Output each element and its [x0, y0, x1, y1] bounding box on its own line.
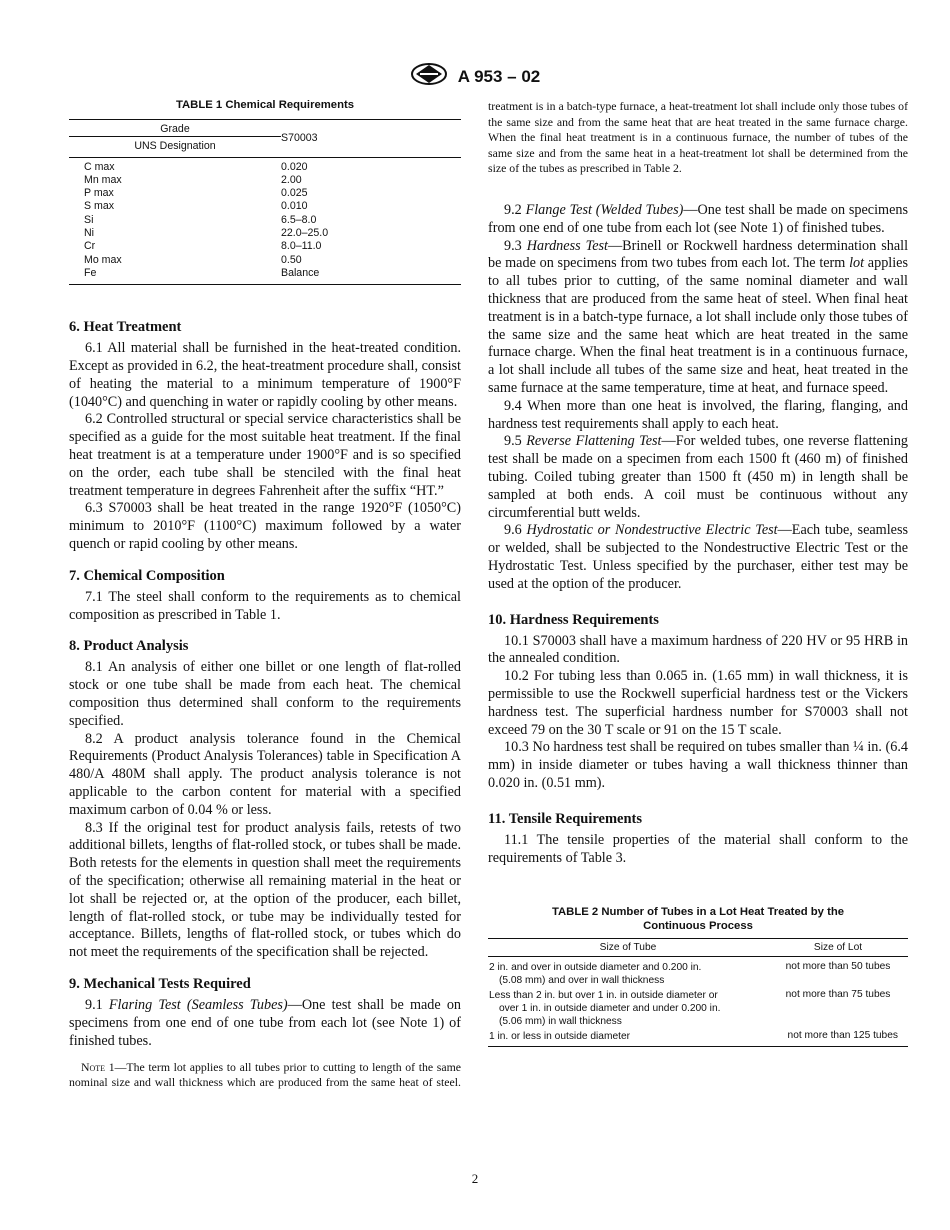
para-9-1: 9.1 Flaring Test (Seamless Tubes)—One test shall be made on specimens from one end of one tube from each lot (see Note 1) of finished tubes. — [69, 996, 462, 1049]
section-9-heading: 9. Mechanical Tests Required — [69, 975, 251, 992]
section-11-heading: 11. Tensile Requirements — [488, 810, 643, 827]
table1 — [69, 119, 461, 285]
table2-col-size-tube: Size of Tube — [488, 939, 768, 957]
right-column — [488, 98, 908, 1047]
astm-logo-icon — [410, 62, 448, 91]
table-row: P max 0.025 — [84, 187, 308, 200]
table-row: Si 6.5–8.0 — [84, 213, 317, 226]
table-row: 2 in. and over in outside diameter and 0.200 in. (5.08 mm) and over in wall thickness not more than 50 tubes — [489, 961, 891, 987]
para-9-2: 9.2 Flange Test (Welded Tubes)—One test shall be made on specimens from one end of one tube from each lot (see Note 1) of finished tubes. — [488, 202, 908, 236]
section-10-heading: 10. Hardness Requirements — [488, 611, 659, 628]
section-8-heading: 8. Product Analysis — [69, 638, 189, 655]
para-10-2: 10.2 For tubing less than 0.065 in. (1.65 mm) in wall thickness, it is permissible to use the Rockwell superficial hardness test or the Vickers hardness test. The superficial hardness number for S70003 shall not exceed 79 on the 30 T scale or 91 on the 15 T scale. — [488, 668, 908, 738]
table-row: Less than 2 in. but over 1 in. in outside diameter or over 1 in. in outside diameter and under 0.200 in. (5.06 mm) in wall thickness not more than 75 tubes — [489, 989, 891, 1028]
para-6-1: 6.1 All material shall be furnished in the heat-treated condition. Except as provided in 6.2, the heat-treatment procedure shall, consist of heating the material to a minimum temperature of 1900°F (1040°C) and quenching in water or rapidly cooling by other means. — [69, 340, 461, 410]
section-6-heading: 6. Heat Treatment — [69, 319, 182, 336]
table-row: S max 0.010 — [84, 200, 308, 213]
para-7-1: 7.1 The steel shall conform to the requirements as to chemical composition as prescribed in Table 1. — [69, 588, 461, 623]
para-6-3: 6.3 S70003 shall be heat treated in the range 1920°F (1050°C) minimum to 2010°F (1100°C) maximum followed by a water quench or rapid cooling by other means. — [69, 500, 461, 553]
para-10-3: 10.3 No hardness test shall be required on tubes smaller than ¼ in. (6.4 mm) in inside diameter or tubes having a wall thickness thinner than 0.020 in. (0.51 mm). — [488, 739, 908, 791]
para-9-5: 9.5 Reverse Flattening Test—For welded tubes, one reverse flattening test shall be made on a specimen from each 1500 ft (460 m) of finished tubing. Coiled tubing greater than 1500 ft (450 m) in length shall be sampled at both ends. A coil must be continuous without any circumferential butt welds. — [488, 433, 909, 521]
para-8-3: 8.3 If the original test for product analysis fails, retests of two additional billets, lengths of flat-rolled stock, or tubes shall be made. Both retests for the elements in question shall meet the requirements of the specification; otherwise all remaining material in the heat or lot shall be rejected or, at the option of the producer, each billet, length of flat-rolled stock, or tube may be individually tested for acceptance. Billets, lengths of flat-rolled stock, or tubes which do not meet the requirements of the specification shall be rejected. — [69, 819, 461, 961]
para-8-1: 8.1 An analysis of either one billet or one length of flat-rolled stock or one tube shall be made from each heat. The chemical composition thus determined shall conform to the requirements specified. — [69, 659, 461, 729]
table1-caption: TABLE 1 Chemical Requirements — [175, 99, 355, 111]
para-9-3: 9.3 Hardness Test—Brinell or Rockwell hardness determination shall be made on specimens from two tubes from each lot. The term lot applies to all tubes prior to cutting, of the same nominal diameter and wall thickness that are produced from the same heat of steel. When final heat treatment is in a batch-type furnace, a lot shall include only those tubes of the same size and the same heat which are heat treated in the same furnace charge. When the final heat treatment is in a continuous furnace, a lot shall include all tubes of the same size and heat, heat treated in the same furnace at the same temperature, time at heat, and furnace speed. — [488, 237, 909, 396]
para-9-6: 9.6 Hydrostatic or Nondestructive Electric Test—Each tube, seamless or welded, shall be subjected to the Nondestructive Electric Test or the Hydrostatic Test. Unless specified by the purchaser, either test may be used at the option of the producer. — [488, 522, 908, 592]
table1-header-value: S70003 — [281, 120, 461, 158]
note-1-continued: treatment is in a batch-type furnace, a heat-treatment lot shall include only those tubes of the same size and from the same heat that are heat treated in the same furnace charge. When the final heat treatment is in a continuous furnace, the number of tubes of the same size and from the same heat in a heat-treatment lot shall be determined from the size of the tubes as prescribed in Table 2. — [488, 99, 908, 175]
page-header — [0, 62, 950, 91]
left-column — [69, 98, 461, 1090]
standard-designation: A 953 – 02 — [457, 66, 541, 86]
table2-col-size-lot: Size of Lot — [768, 939, 908, 957]
page-number: 2 — [471, 1171, 479, 1186]
table1-header-uns: UNS Designation — [69, 137, 281, 157]
para-10-1: 10.1 S70003 shall have a maximum hardness of 220 HV or 95 HRB in the annealed condition. — [488, 632, 908, 667]
table2 — [488, 938, 908, 1047]
table-row: Mn max 2.00 — [84, 173, 302, 186]
para-11-1: 11.1 The tensile properties of the material shall conform to the requirements of Table 3. — [488, 831, 908, 866]
table2-caption: TABLE 2 Number of Tubes in a Lot Heat Treated by the Continuous Process — [551, 906, 845, 933]
table-row: Ni 22.0–25.0 — [84, 227, 329, 240]
note-1: Note 1—The term lot applies to all tubes prior to cutting to length of the same nominal size and wall thickness which are produced from the same heat of steel. — [69, 1060, 461, 1090]
section-7-heading: 7. Chemical Composition — [69, 567, 225, 584]
table-row: 1 in. or less in outside diameter not more than 125 tubes — [489, 1030, 898, 1043]
table-row: Fe Balance — [84, 266, 320, 279]
para-9-4: 9.4 When more than one heat is involved, the flaring, flanging, and hardness test requirements shall apply to each heat. — [488, 397, 908, 432]
table-row: C max 0.020 — [84, 160, 308, 173]
table-row: Mo max 0.50 — [84, 253, 302, 266]
table-row: Cr 8.0–11.0 — [84, 240, 322, 253]
para-6-2: 6.2 Controlled structural or special service characteristics shall be specified as a guide for the most suitable heat treatment. If the final heat treatment is at a temperature under 1900°F and is so specified on the order, each tube shall be stenciled with the final heat treatment temperature in degrees Fahrenheit after the suffix “HT.” — [69, 411, 461, 499]
para-8-2: 8.2 A product analysis tolerance found in the Chemical Requirements (Product Analysis Tolerances) table in Specification A 480/A 480M shall apply. The product analysis tolerance is not applicable to the carbon content for material with a specified maximum carbon of 0.04 % or less. — [69, 730, 461, 818]
table1-header-grade: Grade — [69, 120, 281, 137]
